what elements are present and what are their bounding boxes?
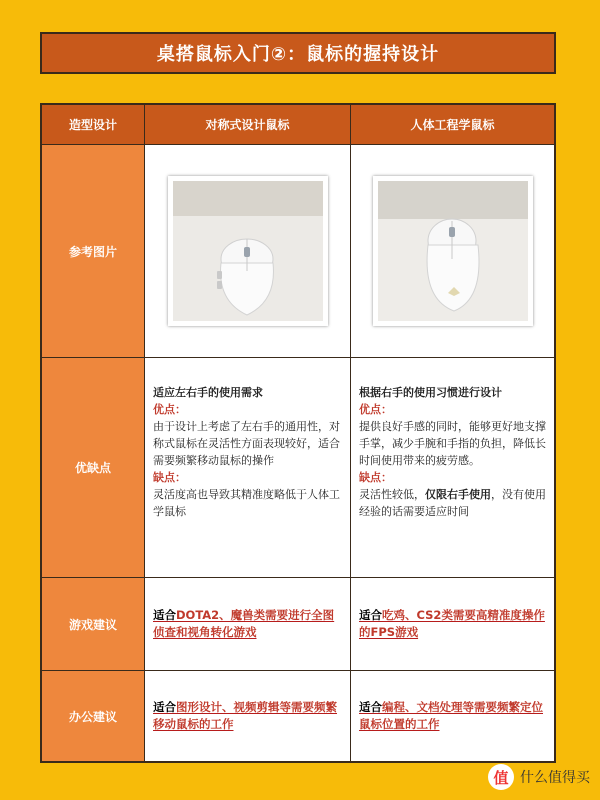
photo-row xyxy=(42,145,554,358)
symmetric-pros-cons xyxy=(145,358,351,577)
ergonomic-office-text xyxy=(359,699,546,733)
ergonomic-office-highlight: 编程、文档处理 xyxy=(382,700,463,714)
office-row xyxy=(42,671,554,761)
page-title: 桌搭鼠标入门②：鼠标的握持设计 xyxy=(40,32,556,74)
pros-cons-row xyxy=(42,358,554,578)
ergonomic-mouse-photo xyxy=(373,176,533,326)
symmetric-pros-text: 由于设计上考虑了左右手的通用性，对称式鼠标在灵活性方面表现较好，适合需要频繁移动鼠标的操作 xyxy=(153,420,340,467)
header-ergonomic-mouse: 人体工程学鼠标 xyxy=(351,105,554,144)
symmetric-gaming-text xyxy=(153,607,342,641)
row-label-pros-cons: 优缺点 xyxy=(42,358,145,577)
ergonomic-heading: 根据右手的使用习惯进行设计 xyxy=(359,386,502,399)
symmetric-gaming-prefix: 适合 xyxy=(153,608,176,622)
zhide-logo-icon: 值 xyxy=(488,764,514,790)
header-symmetric-mouse: 对称式设计鼠标 xyxy=(145,105,351,144)
watermark-logo xyxy=(488,764,590,790)
symmetric-office-prefix: 适合 xyxy=(153,700,176,714)
symmetric-photo-cell xyxy=(145,145,351,357)
ergonomic-office-prefix: 适合 xyxy=(359,700,382,714)
ergonomic-gaming-text xyxy=(359,607,546,641)
symmetric-heading: 适应左右手的使用需求 xyxy=(153,386,263,399)
ergonomic-cons-label: 缺点： xyxy=(359,471,392,484)
ergonomic-cons-text-2: ，没有使用经验的话需要适应时间 xyxy=(359,488,546,518)
row-label-office: 办公建议 xyxy=(42,671,145,761)
ergonomic-office-suffix: 等需要频繁定位鼠标位置的工作 xyxy=(359,700,543,731)
table-header-row xyxy=(42,105,554,145)
ergonomic-pros-label: 优点： xyxy=(359,403,392,416)
ergonomic-gaming-highlight: 吃鸡、CS2 xyxy=(382,608,442,622)
symmetric-office-highlight: 图形设计、视频剪辑 xyxy=(176,700,280,714)
symmetric-pros-label: 优点： xyxy=(153,403,186,416)
symmetric-mouse-photo xyxy=(168,176,328,326)
symmetric-gaming-highlight: DOTA2、魔兽类需要进行全图侦查和视角转化游戏 xyxy=(153,608,335,639)
ergonomic-cons-bold: 仅限右手使用 xyxy=(425,488,491,501)
ergonomic-gaming-suffix: 类需要高精准度操作的FPS游戏 xyxy=(359,608,545,639)
symmetric-office-suffix: 等需要频繁移动鼠标的工作 xyxy=(153,700,337,731)
gaming-row xyxy=(42,578,554,671)
comparison-table xyxy=(40,103,556,763)
symmetric-cons-label: 缺点： xyxy=(153,471,186,484)
row-label-photo: 参考图片 xyxy=(42,145,145,357)
ergonomic-photo-cell xyxy=(351,145,554,357)
symmetric-cons-text: 灵活度高也导致其精准度略低于人体工学鼠标 xyxy=(153,488,340,518)
ergonomic-gaming xyxy=(351,578,554,670)
symmetric-gaming xyxy=(145,578,351,670)
header-shape-design: 造型设计 xyxy=(42,105,145,144)
symmetric-office-text xyxy=(153,699,342,733)
ergonomic-office xyxy=(351,671,554,761)
ergonomic-cons-text-1: 灵活性较低， xyxy=(359,488,425,501)
watermark-text: 什么值得买 xyxy=(520,770,590,786)
ergonomic-gaming-prefix: 适合 xyxy=(359,608,382,622)
ergonomic-pros-text: 提供良好手感的同时，能够更好地支撑手掌，减少手腕和手指的负担，降低长时间使用带来的疲劳感。 xyxy=(359,420,546,467)
row-label-gaming: 游戏建议 xyxy=(42,578,145,670)
symmetric-office xyxy=(145,671,351,761)
ergonomic-cons-text xyxy=(359,486,546,520)
ergonomic-pros-cons xyxy=(351,358,554,577)
